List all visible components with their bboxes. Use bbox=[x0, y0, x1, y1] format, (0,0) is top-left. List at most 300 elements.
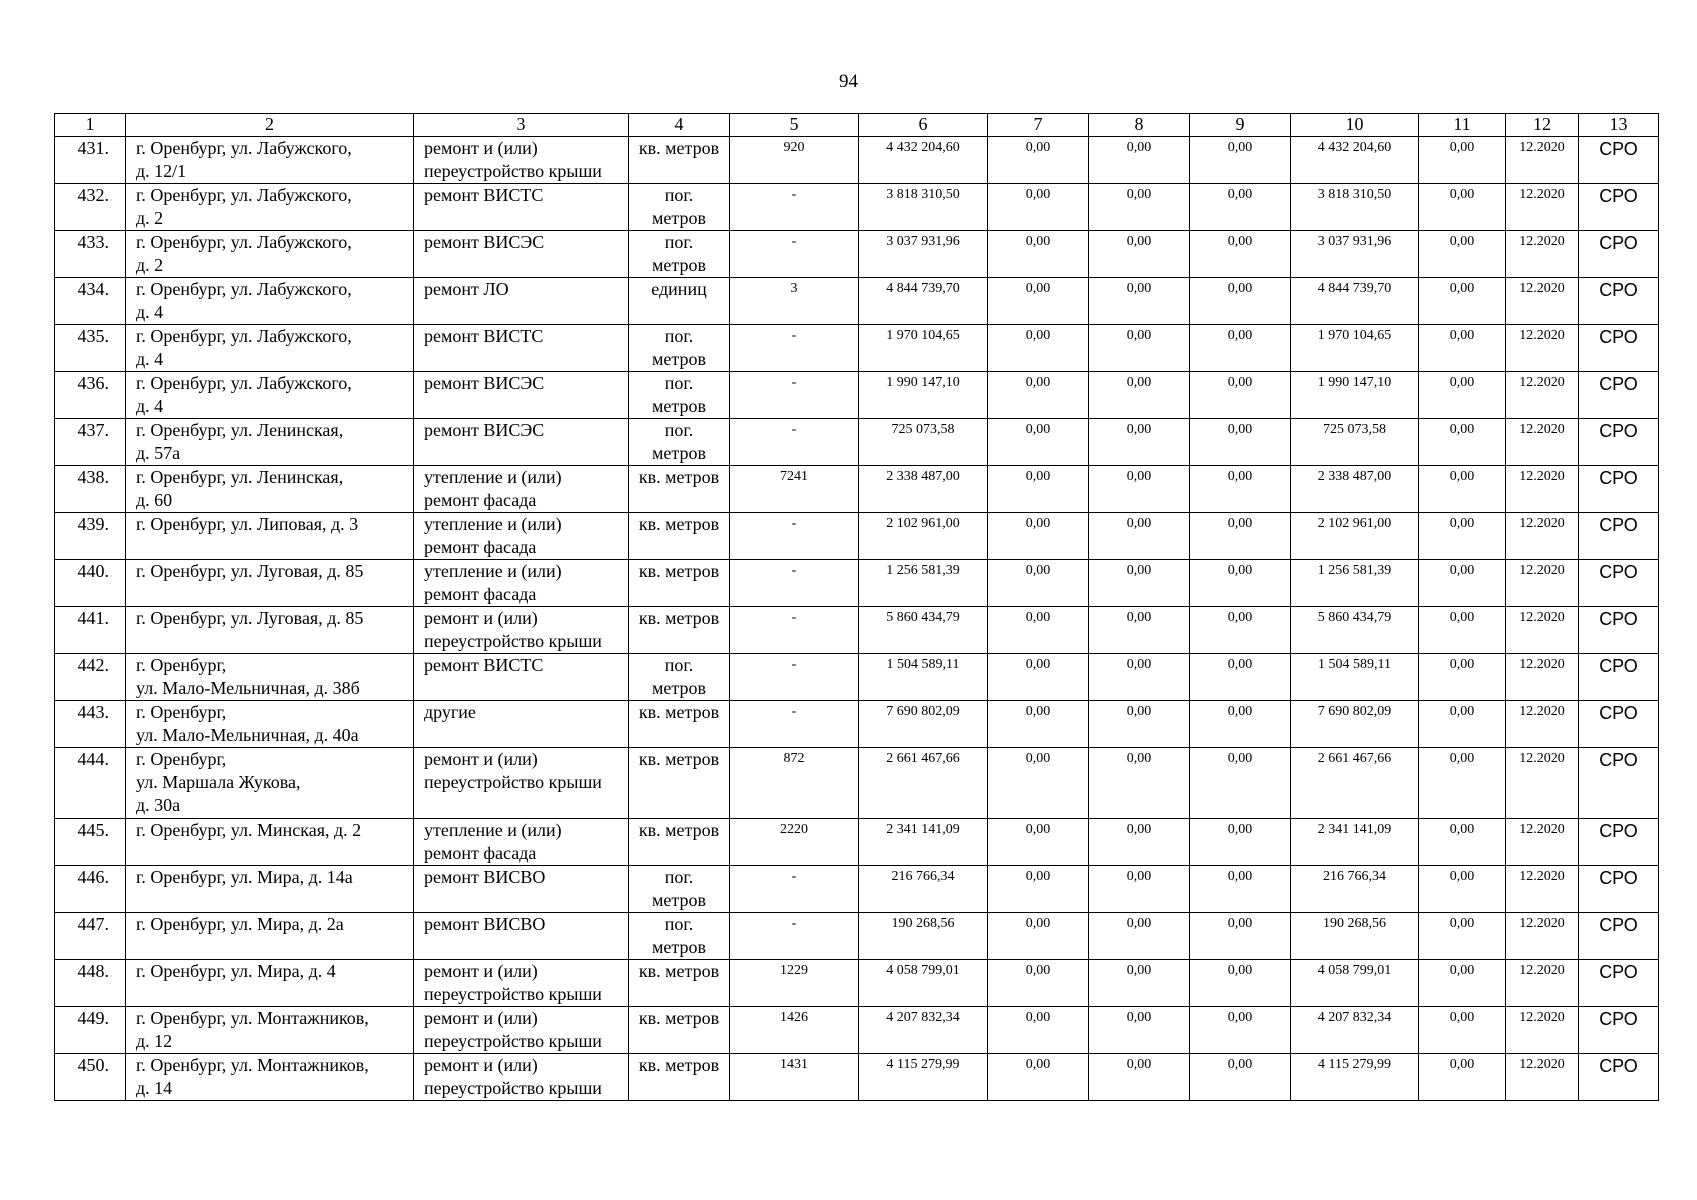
unit-cell bbox=[629, 560, 730, 607]
col9-cell: 0,00 bbox=[1190, 701, 1291, 748]
col9-cell: 0,00 bbox=[1190, 184, 1291, 231]
address-line: ул. Мало-Мельничная, д. 40а bbox=[136, 725, 359, 745]
row-number-cell: 441. bbox=[55, 607, 126, 654]
unit-line: метров bbox=[652, 349, 706, 369]
address-line: г. Оренбург, ул. Монтажников, bbox=[136, 1055, 369, 1075]
unit-cell bbox=[629, 913, 730, 960]
method-cell: СРО bbox=[1579, 278, 1659, 325]
col7-cell: 0,00 bbox=[988, 960, 1089, 1007]
owner-funds-cell: 1 990 147,10 bbox=[1291, 372, 1419, 419]
row-number-cell: 431. bbox=[55, 137, 126, 184]
table-row bbox=[55, 466, 1659, 513]
owner-funds-cell: 2 661 467,66 bbox=[1291, 748, 1419, 819]
address-cell bbox=[126, 960, 414, 1007]
method-cell: СРО bbox=[1579, 1007, 1659, 1054]
unit-line: кв. метров bbox=[638, 467, 720, 487]
col9-cell: 0,00 bbox=[1190, 913, 1291, 960]
col9-cell: 0,00 bbox=[1190, 560, 1291, 607]
unit-line: пог. bbox=[664, 326, 694, 346]
col9-cell: 0,00 bbox=[1190, 466, 1291, 513]
address-line: д. 12 bbox=[136, 1031, 173, 1051]
unit-line: пог. bbox=[664, 232, 694, 252]
owner-funds-cell: 3 818 310,50 bbox=[1291, 184, 1419, 231]
address-line: д. 60 bbox=[136, 490, 173, 510]
owner-funds-cell: 7 690 802,09 bbox=[1291, 701, 1419, 748]
unit-line: пог. bbox=[664, 373, 694, 393]
work-type-cell bbox=[414, 278, 629, 325]
table-row bbox=[55, 866, 1659, 913]
col8-cell: 0,00 bbox=[1089, 513, 1190, 560]
address-cell bbox=[126, 372, 414, 419]
work-type-cell bbox=[414, 960, 629, 1007]
work-type-cell bbox=[414, 325, 629, 372]
col8-cell: 0,00 bbox=[1089, 701, 1190, 748]
work-type-line: ремонт и (или) bbox=[424, 1055, 538, 1075]
method-cell: СРО bbox=[1579, 419, 1659, 466]
col8-cell: 0,00 bbox=[1089, 1054, 1190, 1101]
unit-cell bbox=[629, 607, 730, 654]
unit-cell bbox=[629, 866, 730, 913]
table-row bbox=[55, 748, 1659, 819]
quantity-cell: 7241 bbox=[730, 466, 859, 513]
col9-cell: 0,00 bbox=[1190, 325, 1291, 372]
unit-cell bbox=[629, 701, 730, 748]
total-cost-cell: 1 504 589,11 bbox=[859, 654, 988, 701]
row-number-cell: 448. bbox=[55, 960, 126, 1007]
quantity-cell: - bbox=[730, 184, 859, 231]
quantity-cell: - bbox=[730, 913, 859, 960]
quantity-cell: - bbox=[730, 231, 859, 278]
col8-cell: 0,00 bbox=[1089, 819, 1190, 866]
col8-cell: 0,00 bbox=[1089, 866, 1190, 913]
address-line: г. Оренбург, ул. Липовая, д. 3 bbox=[136, 514, 359, 534]
address-line: д. 4 bbox=[136, 349, 164, 369]
unit-cell bbox=[629, 278, 730, 325]
quantity-cell: - bbox=[730, 866, 859, 913]
address-cell bbox=[126, 466, 414, 513]
method-cell: СРО bbox=[1579, 960, 1659, 1007]
quantity-cell: - bbox=[730, 654, 859, 701]
deadline-cell: 12.2020 bbox=[1506, 513, 1579, 560]
deadline-cell: 12.2020 bbox=[1506, 372, 1579, 419]
col7-cell: 0,00 bbox=[988, 137, 1089, 184]
deadline-cell: 12.2020 bbox=[1506, 748, 1579, 819]
work-type-line: ремонт фасада bbox=[424, 843, 537, 863]
work-type-line: ремонт фасада bbox=[424, 584, 537, 604]
address-line: г. Оренбург, ул. Лабужского, bbox=[136, 185, 352, 205]
table-row bbox=[55, 701, 1659, 748]
column-header: 1 bbox=[55, 114, 126, 137]
col8-cell: 0,00 bbox=[1089, 607, 1190, 654]
unit-cell bbox=[629, 466, 730, 513]
row-number-cell: 444. bbox=[55, 748, 126, 819]
col8-cell: 0,00 bbox=[1089, 748, 1190, 819]
address-line: г. Оренбург, ул. Мира, д. 14а bbox=[136, 867, 353, 887]
method-cell: СРО bbox=[1579, 819, 1659, 866]
col8-cell: 0,00 bbox=[1089, 466, 1190, 513]
col8-cell: 0,00 bbox=[1089, 960, 1190, 1007]
col11-cell: 0,00 bbox=[1419, 960, 1506, 1007]
work-type-line: ремонт и (или) bbox=[424, 961, 538, 981]
work-type-line: утепление и (или) bbox=[424, 561, 562, 581]
address-line: д. 2 bbox=[136, 255, 164, 275]
quantity-cell: - bbox=[730, 513, 859, 560]
method-cell: СРО bbox=[1579, 513, 1659, 560]
owner-funds-cell: 2 338 487,00 bbox=[1291, 466, 1419, 513]
table-row bbox=[55, 184, 1659, 231]
col9-cell: 0,00 bbox=[1190, 819, 1291, 866]
address-line: г. Оренбург, ул. Монтажников, bbox=[136, 1008, 369, 1028]
unit-cell bbox=[629, 513, 730, 560]
column-header: 4 bbox=[629, 114, 730, 137]
quantity-cell: 3 bbox=[730, 278, 859, 325]
work-type-cell bbox=[414, 819, 629, 866]
work-type-cell bbox=[414, 701, 629, 748]
owner-funds-cell: 216 766,34 bbox=[1291, 866, 1419, 913]
table-row bbox=[55, 278, 1659, 325]
col9-cell: 0,00 bbox=[1190, 1007, 1291, 1054]
unit-cell bbox=[629, 654, 730, 701]
col8-cell: 0,00 bbox=[1089, 1007, 1190, 1054]
work-type-cell bbox=[414, 513, 629, 560]
deadline-cell: 12.2020 bbox=[1506, 325, 1579, 372]
unit-line: метров bbox=[652, 208, 706, 228]
owner-funds-cell: 4 115 279,99 bbox=[1291, 1054, 1419, 1101]
col11-cell: 0,00 bbox=[1419, 701, 1506, 748]
column-header: 11 bbox=[1419, 114, 1506, 137]
table-row bbox=[55, 325, 1659, 372]
col11-cell: 0,00 bbox=[1419, 325, 1506, 372]
col9-cell: 0,00 bbox=[1190, 1054, 1291, 1101]
total-cost-cell: 216 766,34 bbox=[859, 866, 988, 913]
address-line: г. Оренбург, ул. Луговая, д. 85 bbox=[136, 561, 364, 581]
row-number-cell: 442. bbox=[55, 654, 126, 701]
work-type-line: ремонт и (или) bbox=[424, 749, 538, 769]
work-type-cell bbox=[414, 866, 629, 913]
unit-line: кв. метров bbox=[638, 1008, 720, 1028]
col11-cell: 0,00 bbox=[1419, 466, 1506, 513]
work-type-cell bbox=[414, 137, 629, 184]
work-type-line: ремонт ВИСЭС bbox=[424, 232, 545, 252]
unit-line: кв. метров bbox=[638, 702, 720, 722]
work-type-line: ремонт и (или) bbox=[424, 1008, 538, 1028]
unit-cell bbox=[629, 184, 730, 231]
unit-cell bbox=[629, 137, 730, 184]
column-header: 5 bbox=[730, 114, 859, 137]
quantity-cell: 1431 bbox=[730, 1054, 859, 1101]
work-type-line: другие bbox=[424, 702, 476, 722]
work-type-cell bbox=[414, 607, 629, 654]
col7-cell: 0,00 bbox=[988, 513, 1089, 560]
column-header: 12 bbox=[1506, 114, 1579, 137]
total-cost-cell: 3 037 931,96 bbox=[859, 231, 988, 278]
owner-funds-cell: 2 341 141,09 bbox=[1291, 819, 1419, 866]
page-number: 94 bbox=[839, 71, 858, 92]
col9-cell: 0,00 bbox=[1190, 513, 1291, 560]
col7-cell: 0,00 bbox=[988, 184, 1089, 231]
owner-funds-cell: 5 860 434,79 bbox=[1291, 607, 1419, 654]
unit-line: кв. метров bbox=[638, 138, 720, 158]
quantity-cell: 1229 bbox=[730, 960, 859, 1007]
work-type-cell bbox=[414, 372, 629, 419]
row-number-cell: 434. bbox=[55, 278, 126, 325]
address-line: г. Оренбург, ул. Лабужского, bbox=[136, 326, 352, 346]
work-type-line: ремонт фасада bbox=[424, 490, 537, 510]
address-line: г. Оренбург, ул. Ленинская, bbox=[136, 420, 344, 440]
method-cell: СРО bbox=[1579, 654, 1659, 701]
work-type-line: переустройство крыши bbox=[424, 631, 602, 651]
owner-funds-cell: 4 207 832,34 bbox=[1291, 1007, 1419, 1054]
deadline-cell: 12.2020 bbox=[1506, 466, 1579, 513]
work-type-line: переустройство крыши bbox=[424, 1078, 602, 1098]
table-row bbox=[55, 231, 1659, 278]
unit-line: пог. bbox=[664, 185, 694, 205]
total-cost-cell: 4 844 739,70 bbox=[859, 278, 988, 325]
col11-cell: 0,00 bbox=[1419, 560, 1506, 607]
owner-funds-cell: 190 268,56 bbox=[1291, 913, 1419, 960]
col7-cell: 0,00 bbox=[988, 607, 1089, 654]
total-cost-cell: 190 268,56 bbox=[859, 913, 988, 960]
unit-cell bbox=[629, 1054, 730, 1101]
address-line: д. 14 bbox=[136, 1078, 173, 1098]
address-line: г. Оренбург, bbox=[136, 749, 227, 769]
col8-cell: 0,00 bbox=[1089, 184, 1190, 231]
owner-funds-cell: 1 970 104,65 bbox=[1291, 325, 1419, 372]
work-type-cell bbox=[414, 654, 629, 701]
unit-cell bbox=[629, 960, 730, 1007]
address-cell bbox=[126, 1007, 414, 1054]
address-line: г. Оренбург, ул. Лабужского, bbox=[136, 279, 352, 299]
unit-cell bbox=[629, 819, 730, 866]
address-cell bbox=[126, 513, 414, 560]
quantity-cell: 920 bbox=[730, 137, 859, 184]
method-cell: СРО bbox=[1579, 913, 1659, 960]
method-cell: СРО bbox=[1579, 137, 1659, 184]
unit-line: пог. bbox=[664, 420, 694, 440]
col8-cell: 0,00 bbox=[1089, 560, 1190, 607]
col9-cell: 0,00 bbox=[1190, 231, 1291, 278]
table-row bbox=[55, 1007, 1659, 1054]
col9-cell: 0,00 bbox=[1190, 419, 1291, 466]
method-cell: СРО bbox=[1579, 560, 1659, 607]
col11-cell: 0,00 bbox=[1419, 748, 1506, 819]
unit-cell bbox=[629, 372, 730, 419]
address-cell bbox=[126, 819, 414, 866]
col11-cell: 0,00 bbox=[1419, 278, 1506, 325]
work-type-cell bbox=[414, 231, 629, 278]
work-type-line: ремонт ВИСТС bbox=[424, 185, 544, 205]
table-row bbox=[55, 513, 1659, 560]
address-line: ул. Маршала Жукова, bbox=[136, 772, 301, 792]
col7-cell: 0,00 bbox=[988, 1007, 1089, 1054]
address-cell bbox=[126, 325, 414, 372]
address-cell bbox=[126, 1054, 414, 1101]
address-cell bbox=[126, 137, 414, 184]
unit-cell bbox=[629, 1007, 730, 1054]
address-line: г. Оренбург, bbox=[136, 655, 227, 675]
deadline-cell: 12.2020 bbox=[1506, 819, 1579, 866]
table-row bbox=[55, 137, 1659, 184]
row-number-cell: 438. bbox=[55, 466, 126, 513]
row-number-cell: 432. bbox=[55, 184, 126, 231]
method-cell: СРО bbox=[1579, 701, 1659, 748]
row-number-cell: 446. bbox=[55, 866, 126, 913]
row-number-cell: 445. bbox=[55, 819, 126, 866]
deadline-cell: 12.2020 bbox=[1506, 137, 1579, 184]
col9-cell: 0,00 bbox=[1190, 654, 1291, 701]
col11-cell: 0,00 bbox=[1419, 1007, 1506, 1054]
unit-line: кв. метров bbox=[638, 514, 720, 534]
address-line: д. 30а bbox=[136, 795, 181, 815]
total-cost-cell: 2 341 141,09 bbox=[859, 819, 988, 866]
table-row bbox=[55, 819, 1659, 866]
address-cell bbox=[126, 184, 414, 231]
address-cell bbox=[126, 419, 414, 466]
deadline-cell: 12.2020 bbox=[1506, 1054, 1579, 1101]
method-cell: СРО bbox=[1579, 866, 1659, 913]
deadline-cell: 12.2020 bbox=[1506, 654, 1579, 701]
work-type-line: ремонт ВИСЭС bbox=[424, 373, 545, 393]
owner-funds-cell: 4 432 204,60 bbox=[1291, 137, 1419, 184]
col8-cell: 0,00 bbox=[1089, 419, 1190, 466]
method-cell: СРО bbox=[1579, 748, 1659, 819]
work-type-line: ремонт ВИСТС bbox=[424, 655, 544, 675]
work-type-line: утепление и (или) bbox=[424, 467, 562, 487]
method-cell: СРО bbox=[1579, 1054, 1659, 1101]
unit-line: пог. bbox=[664, 914, 694, 934]
column-number-header-row bbox=[55, 114, 1659, 137]
row-number-cell: 435. bbox=[55, 325, 126, 372]
work-type-cell bbox=[414, 560, 629, 607]
quantity-cell: - bbox=[730, 607, 859, 654]
unit-line: метров bbox=[652, 443, 706, 463]
row-number-cell: 433. bbox=[55, 231, 126, 278]
deadline-cell: 12.2020 bbox=[1506, 231, 1579, 278]
total-cost-cell: 3 818 310,50 bbox=[859, 184, 988, 231]
col7-cell: 0,00 bbox=[988, 819, 1089, 866]
work-type-cell bbox=[414, 184, 629, 231]
col7-cell: 0,00 bbox=[988, 654, 1089, 701]
address-line: д. 2 bbox=[136, 208, 164, 228]
column-header: 2 bbox=[126, 114, 414, 137]
unit-line: метров bbox=[652, 396, 706, 416]
work-type-line: ремонт фасада bbox=[424, 537, 537, 557]
work-type-line: переустройство крыши bbox=[424, 772, 602, 792]
address-line: д. 57а bbox=[136, 443, 181, 463]
address-cell bbox=[126, 866, 414, 913]
col11-cell: 0,00 bbox=[1419, 819, 1506, 866]
work-type-line: переустройство крыши bbox=[424, 984, 602, 1004]
col9-cell: 0,00 bbox=[1190, 137, 1291, 184]
owner-funds-cell: 725 073,58 bbox=[1291, 419, 1419, 466]
owner-funds-cell: 3 037 931,96 bbox=[1291, 231, 1419, 278]
col9-cell: 0,00 bbox=[1190, 607, 1291, 654]
owner-funds-cell: 4 844 739,70 bbox=[1291, 278, 1419, 325]
unit-line: пог. bbox=[664, 655, 694, 675]
unit-line: метров bbox=[652, 255, 706, 275]
address-cell bbox=[126, 607, 414, 654]
col7-cell: 0,00 bbox=[988, 866, 1089, 913]
deadline-cell: 12.2020 bbox=[1506, 960, 1579, 1007]
method-cell: СРО bbox=[1579, 184, 1659, 231]
col9-cell: 0,00 bbox=[1190, 960, 1291, 1007]
col7-cell: 0,00 bbox=[988, 560, 1089, 607]
method-cell: СРО bbox=[1579, 372, 1659, 419]
col7-cell: 0,00 bbox=[988, 278, 1089, 325]
unit-line: кв. метров bbox=[638, 561, 720, 581]
col7-cell: 0,00 bbox=[988, 419, 1089, 466]
unit-line: пог. bbox=[664, 867, 694, 887]
total-cost-cell: 4 432 204,60 bbox=[859, 137, 988, 184]
work-type-cell bbox=[414, 419, 629, 466]
column-header: 6 bbox=[859, 114, 988, 137]
col7-cell: 0,00 bbox=[988, 325, 1089, 372]
unit-cell bbox=[629, 748, 730, 819]
address-line: д. 4 bbox=[136, 302, 164, 322]
unit-cell bbox=[629, 419, 730, 466]
unit-line: метров bbox=[652, 890, 706, 910]
address-line: г. Оренбург, ул. Луговая, д. 85 bbox=[136, 608, 364, 628]
table-row bbox=[55, 913, 1659, 960]
quantity-cell: - bbox=[730, 325, 859, 372]
total-cost-cell: 5 860 434,79 bbox=[859, 607, 988, 654]
deadline-cell: 12.2020 bbox=[1506, 701, 1579, 748]
col9-cell: 0,00 bbox=[1190, 866, 1291, 913]
column-header: 13 bbox=[1579, 114, 1659, 137]
quantity-cell: 1426 bbox=[730, 1007, 859, 1054]
col11-cell: 0,00 bbox=[1419, 231, 1506, 278]
total-cost-cell: 1 970 104,65 bbox=[859, 325, 988, 372]
deadline-cell: 12.2020 bbox=[1506, 607, 1579, 654]
col7-cell: 0,00 bbox=[988, 466, 1089, 513]
col11-cell: 0,00 bbox=[1419, 913, 1506, 960]
owner-funds-cell: 1 504 589,11 bbox=[1291, 654, 1419, 701]
work-type-line: ремонт ВИСТС bbox=[424, 326, 544, 346]
unit-line: кв. метров bbox=[638, 820, 720, 840]
address-line: г. Оренбург, bbox=[136, 702, 227, 722]
col9-cell: 0,00 bbox=[1190, 748, 1291, 819]
table-row bbox=[55, 960, 1659, 1007]
col11-cell: 0,00 bbox=[1419, 654, 1506, 701]
deadline-cell: 12.2020 bbox=[1506, 1007, 1579, 1054]
method-cell: СРО bbox=[1579, 607, 1659, 654]
row-number-cell: 443. bbox=[55, 701, 126, 748]
col8-cell: 0,00 bbox=[1089, 231, 1190, 278]
row-number-cell: 449. bbox=[55, 1007, 126, 1054]
col11-cell: 0,00 bbox=[1419, 607, 1506, 654]
work-type-line: ремонт ЛО bbox=[424, 279, 509, 299]
deadline-cell: 12.2020 bbox=[1506, 184, 1579, 231]
address-cell bbox=[126, 560, 414, 607]
work-type-cell bbox=[414, 913, 629, 960]
address-cell bbox=[126, 701, 414, 748]
address-cell bbox=[126, 913, 414, 960]
row-number-cell: 440. bbox=[55, 560, 126, 607]
col11-cell: 0,00 bbox=[1419, 372, 1506, 419]
table-row bbox=[55, 607, 1659, 654]
column-header: 9 bbox=[1190, 114, 1291, 137]
col11-cell: 0,00 bbox=[1419, 1054, 1506, 1101]
col11-cell: 0,00 bbox=[1419, 137, 1506, 184]
method-cell: СРО bbox=[1579, 466, 1659, 513]
unit-line: единиц bbox=[651, 279, 707, 299]
address-cell bbox=[126, 748, 414, 819]
quantity-cell: - bbox=[730, 701, 859, 748]
address-line: г. Оренбург, ул. Лабужского, bbox=[136, 232, 352, 252]
col9-cell: 0,00 bbox=[1190, 278, 1291, 325]
total-cost-cell: 4 207 832,34 bbox=[859, 1007, 988, 1054]
work-type-line: ремонт ВИСВО bbox=[424, 867, 546, 887]
